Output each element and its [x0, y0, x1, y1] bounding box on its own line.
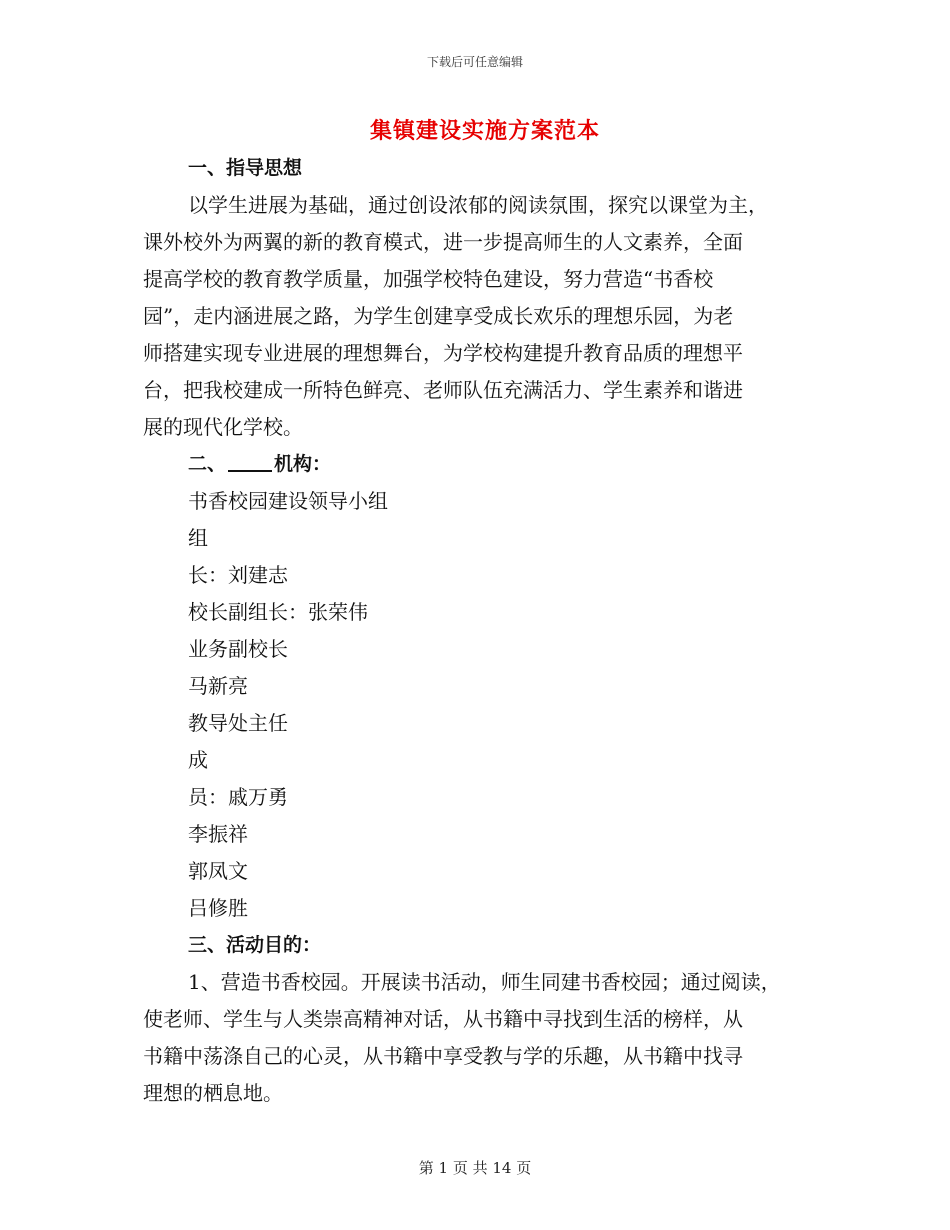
paragraph-line: 展的现代化学校。: [143, 415, 303, 439]
paragraph-line: 理想的栖息地。: [143, 1081, 283, 1105]
section-2-heading: [143, 446, 823, 483]
paragraph-line: 台，把我校建成一所特色鲜亮、老师队伍充满活力、学生素养和谐进: [143, 378, 743, 402]
document-title: 集镇建设实施方案范本: [369, 118, 600, 144]
list-item: 李振祥: [188, 822, 248, 846]
list-item: 长：刘建志: [188, 563, 288, 587]
list-item: 员：戚万勇: [188, 785, 288, 809]
list-item: 业务副校长: [188, 637, 288, 661]
list-item: 教导处主任: [188, 711, 288, 735]
paragraph-line: 以学生进展为基础，通过创设浓郁的阅读氛围，探究以课堂为主，: [188, 193, 768, 217]
section-3-heading: 三、活动目的：: [188, 934, 322, 956]
page-footer: 第 1 页 共 14 页: [418, 1159, 532, 1177]
page-header: 下载后可任意编辑: [426, 55, 523, 69]
paragraph-line: 提高学校的教育教学质量，加强学校特色建设，努力营造“书香校: [143, 267, 714, 291]
paragraph-line: 园”，走内涵进展之路，为学生创建享受成长欢乐的理想乐园，为老: [143, 304, 734, 328]
paragraph-line: 课外校外为两翼的新的教育模式，进一步提高师生的人文素养，全面: [143, 230, 743, 254]
list-item: 马新亮: [188, 674, 248, 698]
paragraph-line: 1、营造书香校园。开展读书活动，师生同建书香校园；通过阅读，: [188, 970, 781, 994]
fill-in-blank: [228, 450, 272, 472]
list-item: 郭凤文: [188, 859, 248, 883]
section-1-heading: 一、指导思想: [188, 157, 303, 179]
paragraph-line: 使老师、学生与人类崇高精神对话，从书籍中寻找到生活的榜样，从: [143, 1007, 743, 1031]
list-item: 校长副组长：张荣伟: [188, 600, 368, 624]
list-item: 成: [188, 748, 208, 772]
document-body: [143, 150, 823, 1112]
list-item: 吕修胜: [188, 896, 248, 920]
section-2-heading-suffix: 机构：: [274, 453, 332, 475]
section-2-heading-prefix: 二、: [188, 453, 227, 475]
paragraph-line: 师搭建实现专业进展的理想舞台，为学校构建提升教育品质的理想平: [143, 341, 743, 365]
list-item: 书香校园建设领导小组: [188, 489, 388, 513]
paragraph-line: 书籍中荡涤自己的心灵，从书籍中享受教与学的乐趣，从书籍中找寻: [143, 1044, 743, 1068]
list-item: 组: [188, 526, 208, 550]
